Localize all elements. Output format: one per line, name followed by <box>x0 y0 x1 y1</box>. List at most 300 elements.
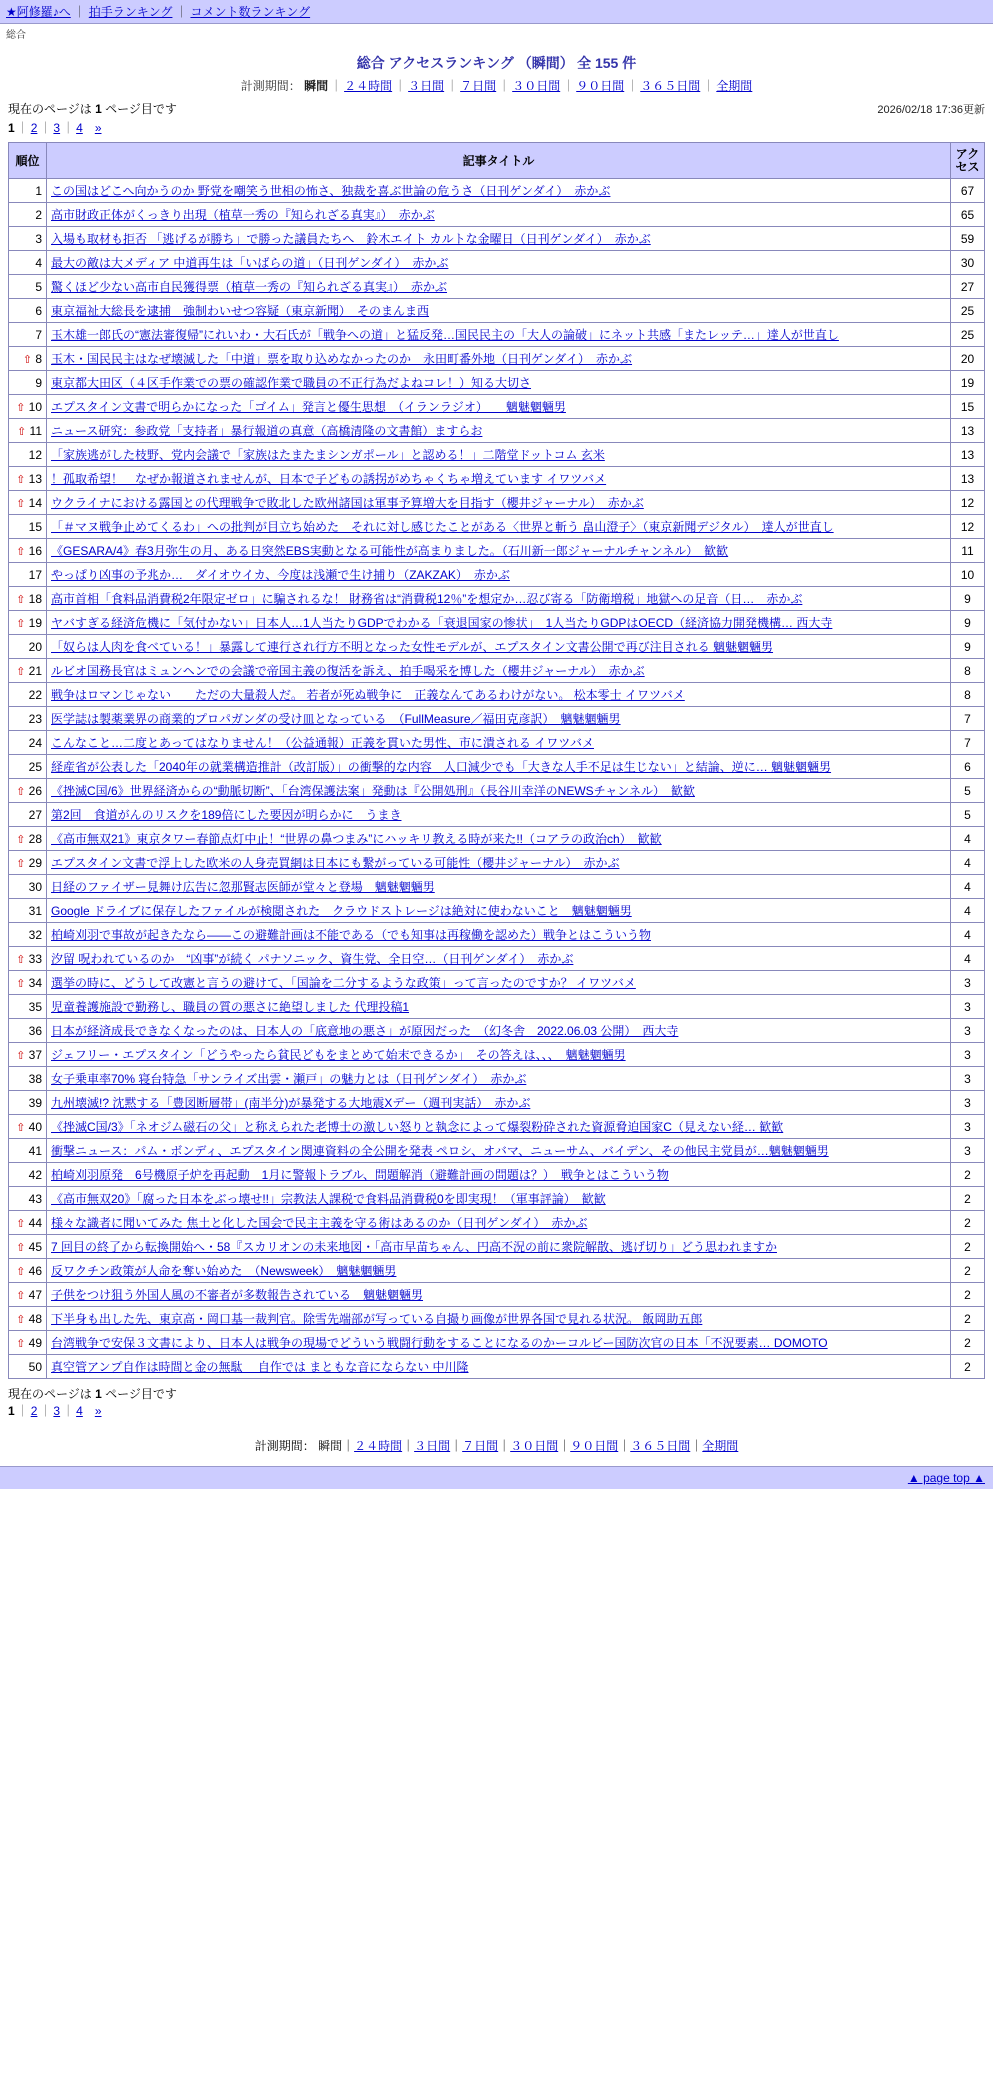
access-count-cell: 2 <box>951 1187 985 1211</box>
period-bar-b6: ｜ <box>618 1439 631 1454</box>
article-title-link[interactable]: 最大の敵は大メディア 中道再生は「いばらの道」（日刊ゲンダイ） 赤かぶ <box>51 256 449 271</box>
period-option-24h-top[interactable]: ２４時間 <box>344 79 393 93</box>
rank-number: 48 <box>28 1311 42 1326</box>
table-row <box>9 227 985 251</box>
article-title-link[interactable]: 《高市無双21》東京タワー春節点灯中止！“世界の鼻つまみ”にハッキリ教える時が来た!!（コアラの政治ch） 歓歓 <box>51 832 662 847</box>
rank-cell <box>9 1115 47 1139</box>
rank-number: 25 <box>28 759 42 774</box>
access-count-cell: 3 <box>951 1115 985 1139</box>
rank-cell <box>9 227 47 251</box>
rank-up-icon: ⇧ <box>16 785 26 798</box>
page-link-1-bottom[interactable]: 1 <box>8 1404 15 1419</box>
period-option-7d-bottom[interactable]: ７日間 <box>462 1439 499 1454</box>
page-status-number-bottom: 1 <box>95 1387 102 1402</box>
pagination-bottom <box>0 1402 993 1423</box>
rank-up-icon: ⇧ <box>16 1049 26 1062</box>
rank-number: 10 <box>28 399 42 414</box>
rank-number: 41 <box>28 1143 42 1158</box>
period-option-30d-bottom[interactable]: ３０日間 <box>510 1439 559 1454</box>
rank-number: 37 <box>28 1047 42 1062</box>
rank-up-icon: ⇧ <box>16 1121 26 1134</box>
access-count-cell: 2 <box>951 1211 985 1235</box>
period-bar-b7: ｜ <box>690 1439 703 1454</box>
access-count-cell: 13 <box>951 419 985 443</box>
rank-number: 1 <box>35 183 42 198</box>
access-count-cell: 7 <box>951 731 985 755</box>
article-title-cell <box>47 899 951 923</box>
rank-number: 11 <box>29 423 42 438</box>
rank-cell <box>9 899 47 923</box>
article-title-link[interactable]: ウクライナにおける露国との代理戦争で敗北した欧州諸国は軍事予算増大を目指す（櫻井ジャーナル） 赤かぶ <box>51 496 644 511</box>
table-row <box>9 971 985 995</box>
rank-number: 22 <box>28 687 42 702</box>
rank-number: 39 <box>28 1095 42 1110</box>
rank-cell <box>9 683 47 707</box>
rank-number: 44 <box>28 1215 42 1230</box>
table-row <box>9 1235 985 1259</box>
article-title-cell <box>47 587 951 611</box>
period-bar-b2: ｜ <box>402 1439 415 1454</box>
last-updated-timestamp: 2026/02/18 17:36更新 <box>877 104 985 116</box>
table-row <box>9 995 985 1019</box>
table-row <box>9 1115 985 1139</box>
rank-cell <box>9 971 47 995</box>
page-top-bar <box>0 1466 993 1489</box>
rank-number: 49 <box>28 1335 42 1350</box>
rank-number: 18 <box>28 591 42 606</box>
period-bar-b5: ｜ <box>558 1439 571 1454</box>
access-count-cell: 2 <box>951 1283 985 1307</box>
article-title-link[interactable]: ルビオ国務長官はミュンヘンでの会議で帝国主義の復活を訴え、拍手喝采を博した（櫻井ジャーナル） 赤かぶ <box>51 664 645 679</box>
article-title-cell <box>47 803 951 827</box>
article-title-cell <box>47 203 951 227</box>
rank-cell <box>9 515 47 539</box>
table-row <box>9 779 985 803</box>
table-row <box>9 851 985 875</box>
rank-number: 28 <box>28 831 42 846</box>
article-title-link[interactable]: 「家族逃がした枝野、党内会議で「家族はたまたまシンガポール」と認める！」二階堂ドットコム 玄米 <box>51 448 605 463</box>
table-row <box>9 1091 985 1115</box>
rank-number: 33 <box>28 951 42 966</box>
article-title-link[interactable]: 7 回目の終了から転換開始へ・58『スカリオンの未来地図・「高市早苗ちゃん、円高不況の前に衆院解散、逃げ切り」どう思われますか <box>51 1240 777 1255</box>
page-link-1-top[interactable]: 1 <box>8 121 15 135</box>
access-count-cell: 9 <box>951 635 985 659</box>
table-row <box>9 515 985 539</box>
article-title-link[interactable]: 《挫滅C国/6》世界経済からの“動脈切断”、「台湾保護法案」発動は『公開処刑』（長谷川幸洋のNEWSチャンネル） 歓歓 <box>51 784 695 799</box>
article-title-cell <box>47 395 951 419</box>
rank-up-icon: ⇧ <box>16 593 26 606</box>
article-title-cell <box>47 539 951 563</box>
article-title-cell <box>47 371 951 395</box>
rank-number: 2 <box>35 207 42 222</box>
period-bar-b3: ｜ <box>450 1439 463 1454</box>
period-bar-2: ｜ <box>394 79 407 93</box>
page-link-next-top[interactable]: » <box>94 121 102 135</box>
rank-number: 30 <box>28 879 42 894</box>
table-row <box>9 395 985 419</box>
article-title-link[interactable]: 汐留 呪われているのか “凶事”が続く パナソニック、資生党、全日空…（日刊ゲンダイ） 赤かぶ <box>51 952 574 967</box>
period-bar-7: ｜ <box>702 79 715 93</box>
rank-cell <box>9 779 47 803</box>
table-row <box>9 371 985 395</box>
pagination-top <box>0 119 993 140</box>
rank-cell <box>9 995 47 1019</box>
page-link-next-bottom[interactable]: » <box>94 1404 102 1419</box>
rank-cell <box>9 923 47 947</box>
article-title-link[interactable]: 東京都大田区（４区手作業での票の確認作業で職員の不正行為だよねコレ！）知る大切さ <box>51 376 532 391</box>
article-title-cell <box>47 1235 951 1259</box>
page-link-4-top[interactable]: 4 <box>76 121 83 135</box>
table-row <box>9 827 985 851</box>
period-bar-b1: ｜ <box>342 1439 355 1454</box>
article-title-link[interactable]: 第2回 食道がんのリスクを189倍にした要因が明らかに うまき <box>51 808 402 823</box>
rank-cell <box>9 275 47 299</box>
table-row <box>9 419 985 443</box>
article-title-cell <box>47 1019 951 1043</box>
article-title-link[interactable]: 驚くほど少ない高市自民獲得票（植草一秀の『知られざる真実』） 赤かぶ <box>51 280 448 295</box>
rank-number: 36 <box>28 1023 42 1038</box>
article-title-cell <box>47 1163 951 1187</box>
period-option-90d-top[interactable]: ９０日間 <box>576 79 625 93</box>
table-row <box>9 275 985 299</box>
rank-number: 14 <box>28 495 42 510</box>
article-title-cell <box>47 515 951 539</box>
access-count-cell: 2 <box>951 1355 985 1379</box>
article-title-cell <box>47 611 951 635</box>
article-title-link[interactable]: 東京福祉大総長を逮捕 強制わいせつ容疑（東京新聞） そのまんま西 <box>51 304 430 319</box>
rank-number: 46 <box>28 1263 42 1278</box>
page-status-row-top <box>0 94 993 119</box>
rank-up-icon: ⇧ <box>22 353 32 366</box>
access-count-cell: 30 <box>951 251 985 275</box>
rank-cell <box>9 755 47 779</box>
period-option-24h-bottom[interactable]: ２４時間 <box>354 1439 403 1454</box>
article-title-link[interactable]: 真空管アンプ自作は時間と金の無駄 ＿自作では まともな音にならない 中川隆 <box>51 1360 469 1375</box>
rank-number: 21 <box>28 663 42 678</box>
rank-cell <box>9 947 47 971</box>
article-title-link[interactable]: 女子乗車率70% 寝台特急「サンライズ出雲・瀬戸」の魅力とは（日刊ゲンダイ） 赤かぶ <box>51 1072 527 1087</box>
article-title-cell <box>47 1187 951 1211</box>
article-title-cell <box>47 563 951 587</box>
table-row <box>9 539 985 563</box>
rank-cell <box>9 467 47 491</box>
rank-cell <box>9 1331 47 1355</box>
page-status-prefix-bottom: 現在のページは <box>8 1387 92 1402</box>
table-row <box>9 467 985 491</box>
article-title-cell <box>47 995 951 1019</box>
rank-number: 17 <box>28 567 42 582</box>
article-title-cell <box>47 779 951 803</box>
rank-cell <box>9 1283 47 1307</box>
access-count-cell: 4 <box>951 923 985 947</box>
page-link-2-bottom[interactable]: 2 <box>30 1404 38 1419</box>
article-title-link[interactable]: 反ワクチン政策が人命を奪い始めた （Newsweek） 魑魅魍魎男 <box>51 1264 397 1279</box>
period-option-3d-bottom[interactable]: ３日間 <box>414 1439 451 1454</box>
article-title-link[interactable]: 入場も取材も拒否 「逃げるが勝ち」で勝った議員たちへ 鈴木エイト カルトな金曜日（日刊ゲンダイ） 赤かぶ <box>51 232 651 247</box>
rank-cell <box>9 1355 47 1379</box>
access-count-cell: 25 <box>951 323 985 347</box>
article-title-link[interactable]: 高市財政正体がくっきり出現（植草一秀の『知られざる真実』） 赤かぶ <box>51 208 435 223</box>
period-option-3d-top[interactable]: ３日間 <box>408 79 445 93</box>
access-count-cell: 2 <box>951 1235 985 1259</box>
rank-cell <box>9 1139 47 1163</box>
page-link-3-top[interactable]: 3 <box>53 121 61 135</box>
access-count-cell: 9 <box>951 587 985 611</box>
article-title-link[interactable]: ジェフリー・エプスタイン「どうやったら貧民どもをまとめて始末できるか」 その答えは、、、 魑魅魍魎男 <box>51 1048 626 1063</box>
access-count-cell: 3 <box>951 995 985 1019</box>
rank-cell <box>9 299 47 323</box>
page-status-bottom <box>0 1379 993 1402</box>
page-status-prefix-top: 現在のページは <box>8 102 92 116</box>
table-row <box>9 611 985 635</box>
article-title-link[interactable]: 経産省が公表した「2040年の就業構造推計（改訂版）」の衝撃的な内容 人口減少でも「大きな人手不足は生じない」と結論、逆に… 魑魅魍魎男 <box>51 760 832 775</box>
access-count-cell: 19 <box>951 371 985 395</box>
rank-number: 27 <box>28 807 42 822</box>
page-link-2-top[interactable]: 2 <box>30 121 38 135</box>
article-title-cell <box>47 299 951 323</box>
article-title-cell <box>47 347 951 371</box>
rank-number: 35 <box>28 999 42 1014</box>
article-title-cell <box>47 923 951 947</box>
period-option-all-bottom[interactable]: 全期間 <box>702 1439 739 1454</box>
article-title-link[interactable]: エプスタイン文書で明らかになった「ゴイム」発言と優生思想 （イランラジオ） 魑魅魍魎男 <box>51 400 566 415</box>
table-row <box>9 707 985 731</box>
article-title-link[interactable]: 衝撃ニュース：パム・ボンディ、エプスタイン関連資料の全公開を発表 ペロシ、オバマ、ニューサム、バイデン、その他民主党員が…魑魅魍魎男 <box>51 1144 829 1159</box>
page-bar-2-top: ｜ <box>39 121 52 135</box>
nav-separator-1: ｜ <box>73 5 86 19</box>
period-bar-5: ｜ <box>562 79 575 93</box>
article-title-link[interactable]: 「奴らは人肉を食べている！」暴露して連行され行方不明となった女性モデルが、エプスタイン文書公開で再び注目される 魑魅魍魎男 <box>51 640 774 655</box>
nav-link-home[interactable]: ★阿修羅♪へ <box>6 5 71 19</box>
rank-cell <box>9 1259 47 1283</box>
rank-number: 12 <box>28 447 42 462</box>
access-count-cell: 27 <box>951 275 985 299</box>
article-title-cell <box>47 275 951 299</box>
article-title-link[interactable]: 九州壊滅!? 沈黙する「豊図断層帯」(南半分)が暴発する大地震Xデー（週刊実話） 赤かぶ <box>51 1096 531 1111</box>
access-count-cell: 13 <box>951 443 985 467</box>
access-count-cell: 8 <box>951 683 985 707</box>
table-row <box>9 875 985 899</box>
nav-link-comment-ranking[interactable]: コメント数ランキング <box>190 5 311 19</box>
rank-up-icon: ⇧ <box>16 953 26 966</box>
article-title-cell <box>47 491 951 515</box>
period-bar-6: ｜ <box>626 79 639 93</box>
period-option-365d-top[interactable]: ３６５日間 <box>640 79 701 93</box>
table-row <box>9 587 985 611</box>
article-title-cell <box>47 659 951 683</box>
access-count-cell: 5 <box>951 803 985 827</box>
article-title-link[interactable]: 玉木雄一郎氏の“憲法審復帰”にれいわ・大石氏が「戦争への道」と猛反発…国民民主の「大人の論破」にネット共感「またレッテ…」達人が世直し <box>51 328 839 343</box>
rank-up-icon: ⇧ <box>16 545 26 558</box>
rank-up-icon: ⇧ <box>16 497 26 510</box>
access-count-cell: 4 <box>951 947 985 971</box>
article-title-link[interactable]: 《挫滅C国/3》「ネオジム磁石の父」と称えられた老博士の激しい怒りと執念によって爆裂粉砕された資源脅迫国家С（見えない経… 歓歓 <box>51 1120 784 1135</box>
access-count-cell: 12 <box>951 515 985 539</box>
article-title-link[interactable]: 《GESARA/4》春3月弥生の月、ある日突然EBS実動となる可能性が高まりました。（石川新一郎ジャーナルチャンネル） 歓歓 <box>51 544 729 559</box>
rank-cell <box>9 563 47 587</box>
page-link-4-bottom[interactable]: 4 <box>76 1404 83 1419</box>
table-row <box>9 635 985 659</box>
rank-cell <box>9 1067 47 1091</box>
page-link-3-bottom[interactable]: 3 <box>53 1404 61 1419</box>
access-count-cell: 3 <box>951 1139 985 1163</box>
page-status-suffix-bottom: ページ目です <box>105 1387 177 1402</box>
table-row <box>9 203 985 227</box>
access-count-cell: 2 <box>951 1331 985 1355</box>
access-count-cell: 3 <box>951 1043 985 1067</box>
period-option-instant-bottom[interactable]: 瞬間 <box>318 1439 343 1454</box>
article-title-cell <box>47 179 951 203</box>
article-title-link[interactable]: 柏崎刈羽原発 6号機原子炉を再起動 1月に警報トラブル、問題解消（避難計画の問題は？） 戦争とはこういう物 <box>51 1168 669 1183</box>
article-title-link[interactable]: ヤバすぎる経済危機に「気付かない」日本人…1人当たりGDPでわかる「衰退国家の惨状」 1人当たりGDPはOECD（経済協力開発機構… 西大寺 <box>51 616 833 631</box>
access-count-cell: 12 <box>951 491 985 515</box>
access-count-cell: 6 <box>951 755 985 779</box>
rank-number: 8 <box>35 351 42 366</box>
page-bar-1-top: ｜ <box>16 121 29 135</box>
period-option-7d-top[interactable]: ７日間 <box>460 79 497 93</box>
rank-cell <box>9 731 47 755</box>
article-title-link[interactable]: 高市首相「食料品消費税2年限定ゼロ」に騙されるな！ 財務省は“消費税12％”を想定か…忍び寄る「防衛増税」地獄への足音（日… 赤かぶ <box>51 592 803 607</box>
article-title-link[interactable]: 医学誌は製薬業界の商業的プロパガンダの受け皿となっている （FullMeasure／福田克彦訳） 魑魅魍魎男 <box>51 712 621 727</box>
page-bar-3-top: ｜ <box>62 121 75 135</box>
rank-up-icon: ⇧ <box>16 833 26 846</box>
article-title-link[interactable]: 玉木・国民民主はなぜ壊滅した「中道」票を取り込めなかったのか 永田町番外地（日刊ゲンダイ） 赤かぶ <box>51 352 633 367</box>
article-title-link[interactable]: この国はどこへ向かうのか 野党を嘲笑う世相の怖さ、独裁を喜ぶ世論の危うさ（日刊ゲンダイ） 赤かぶ <box>51 184 611 199</box>
table-row <box>9 731 985 755</box>
article-title-link[interactable]: ニュース研究：参政党「支持者」暴行報道の真意（高橋清隆の文書館）ますらお <box>51 424 483 439</box>
article-title-cell <box>47 251 951 275</box>
page-status-top <box>8 100 177 117</box>
rank-number: 9 <box>35 375 42 390</box>
table-row <box>9 1163 985 1187</box>
article-title-link[interactable]: 日経のファイザー見舞け広告に忽那賢志医師が堂々と登場 魑魅魍魎男 <box>51 880 435 895</box>
access-count-cell: 2 <box>951 1259 985 1283</box>
rank-number: 50 <box>28 1359 42 1374</box>
rank-cell <box>9 1163 47 1187</box>
table-row <box>9 947 985 971</box>
period-option-365d-bottom[interactable]: ３６５日間 <box>630 1439 691 1454</box>
rank-cell <box>9 491 47 515</box>
period-option-instant-top[interactable]: 瞬間 <box>304 79 329 93</box>
nav-separator-2: ｜ <box>175 5 188 19</box>
column-header-access: アクセス <box>951 143 985 179</box>
table-row <box>9 1043 985 1067</box>
period-bar-4: ｜ <box>498 79 511 93</box>
period-option-all-top[interactable]: 全期間 <box>716 79 753 93</box>
rank-up-icon: ⇧ <box>16 1337 26 1350</box>
article-title-cell <box>47 947 951 971</box>
article-title-cell <box>47 971 951 995</box>
period-option-90d-bottom[interactable]: ９０日間 <box>570 1439 619 1454</box>
table-row <box>9 491 985 515</box>
access-count-cell: 20 <box>951 347 985 371</box>
rank-up-icon: ⇧ <box>16 1217 26 1230</box>
page-bar-3-bottom: ｜ <box>62 1404 75 1419</box>
article-title-link[interactable]: 選挙の時に、どうして改憲と言うの避けて、「国論を二分するような政策」って言ったのですか？ イワツバメ <box>51 976 636 991</box>
access-count-cell: 7 <box>951 707 985 731</box>
table-row <box>9 1067 985 1091</box>
article-title-cell <box>47 1283 951 1307</box>
rank-cell <box>9 1307 47 1331</box>
article-title-link[interactable]: 児童養護施設で勤務し、職員の質の悪さに絶望しました 代理投稿1 <box>51 1000 410 1015</box>
table-row <box>9 563 985 587</box>
period-label-top: 計測期間： <box>240 79 301 93</box>
access-count-cell: 3 <box>951 1067 985 1091</box>
access-count-cell: 9 <box>951 611 985 635</box>
page-top-link[interactable]: ▲ page top ▲ <box>907 1471 985 1486</box>
rank-cell <box>9 587 47 611</box>
access-count-cell: 59 <box>951 227 985 251</box>
article-title-link[interactable]: 様々な識者に聞いてみた 焦土と化した国会で民主主義を守る術はあるのか（日刊ゲンダイ） 赤かぶ <box>51 1216 588 1231</box>
table-row <box>9 1187 985 1211</box>
article-title-cell <box>47 1139 951 1163</box>
rank-number: 7 <box>35 327 42 342</box>
table-row <box>9 299 985 323</box>
rank-cell <box>9 851 47 875</box>
period-bar-3: ｜ <box>446 79 459 93</box>
nav-link-applause-ranking[interactable]: 拍手ランキング <box>88 5 173 19</box>
table-row <box>9 1019 985 1043</box>
access-count-cell: 2 <box>951 1307 985 1331</box>
breadcrumb: 総合 <box>6 30 26 41</box>
article-title-link[interactable]: 子供をつけ狙う外国人風の不審者が多数報告されている 魑魅魍魎男 <box>51 1288 424 1303</box>
rank-up-icon: ⇧ <box>16 401 26 414</box>
table-header-row <box>9 143 985 179</box>
table-row <box>9 1331 985 1355</box>
rank-number: 15 <box>28 519 42 534</box>
access-count-cell: 4 <box>951 827 985 851</box>
article-title-cell <box>47 731 951 755</box>
rank-up-icon: ⇧ <box>16 473 26 486</box>
rank-number: 29 <box>28 855 42 870</box>
article-title-link[interactable]: 日本が経済成長できなくなったのは、日本人の「底意地の悪さ」が原因だった （幻冬舎 2022.06.03 公開） 西大寺 <box>51 1024 679 1039</box>
article-title-link[interactable]: エプスタイン文書で浮上した欧米の人身売買網は日本にも繋がっている可能性（櫻井ジャーナル） 赤かぶ <box>51 856 620 871</box>
article-title-cell <box>47 1307 951 1331</box>
rank-number: 24 <box>28 735 42 750</box>
article-title-cell <box>47 851 951 875</box>
article-title-link[interactable]: 台湾戦争で安保３文書により、日本人は戦争の現場でどういう戦闘行動をすることになるのかーコルビー国防次官の日本「不況要素… DOMOTO <box>51 1336 828 1351</box>
period-bar-1: ｜ <box>330 79 343 93</box>
rank-number: 16 <box>28 543 42 558</box>
column-header-rank: 順位 <box>9 143 47 179</box>
table-row <box>9 1307 985 1331</box>
article-title-link[interactable]: 柏崎刈羽で事故が起きたなら――この避難計画は不能である（でも知事は再稼働を認めた）戦争とはこういう物 <box>51 928 652 943</box>
article-title-link[interactable]: 《高市無双20》「腐った日本をぶっ壊せ!!」宗教法人課税で食料品消費税0を即実現！（軍事評論） 歓歓 <box>51 1192 606 1207</box>
rank-cell <box>9 251 47 275</box>
period-selector-top <box>0 77 993 94</box>
rank-number: 34 <box>28 975 42 990</box>
article-title-link[interactable]: Google ドライブに保存したファイルが検閲された クラウドストレージは絶対に使わないこと 魑魅魍魎男 <box>51 904 632 919</box>
rank-up-icon: ⇧ <box>16 665 26 678</box>
rank-up-icon: ⇧ <box>16 1289 26 1302</box>
article-title-link[interactable]: ！孤取希望！ なぜか報道されませんが、日本で子どもの誘拐がめちゃくちゃ増えています イワツバメ <box>51 472 607 487</box>
article-title-link[interactable]: やっぱり凶事の予兆か… ダイオウイカ、今度は浅瀬で生け捕り（ZAKZAK） 赤かぶ <box>51 568 510 583</box>
article-title-link[interactable]: 戦争はロマンじゃない ただの大量殺人だ。 若者が死ぬ戦争に 正義なんてあるわけがない。 松本零士 イワツバメ <box>51 688 685 703</box>
article-title-cell <box>47 875 951 899</box>
access-count-cell: 8 <box>951 659 985 683</box>
article-title-link[interactable]: こんなこと…二度とあってはなりません！（公益通報）正義を貫いた男性、市に潰される イワツバメ <box>51 736 594 751</box>
period-option-30d-top[interactable]: ３０日間 <box>512 79 561 93</box>
page-title-block <box>0 53 993 73</box>
article-title-link[interactable]: 下半身も出した先、東京高・岡口基一裁判官。除雪先端部が写っている自撮り画像が世界各国で見れる状況。 飯岡助五郎 <box>51 1312 703 1327</box>
rank-cell <box>9 347 47 371</box>
article-title-cell <box>47 707 951 731</box>
article-title-cell <box>47 1067 951 1091</box>
access-count-cell: 3 <box>951 971 985 995</box>
article-title-link[interactable]: 「＃マヌ戦争止めてくるわ」への批判が目立ち始めた それに対し感じたことがある〈世界と斬う 畠山澄子〉（東京新聞デジタル） 達人が世直し <box>51 520 834 535</box>
table-row <box>9 323 985 347</box>
article-title-cell <box>47 755 951 779</box>
